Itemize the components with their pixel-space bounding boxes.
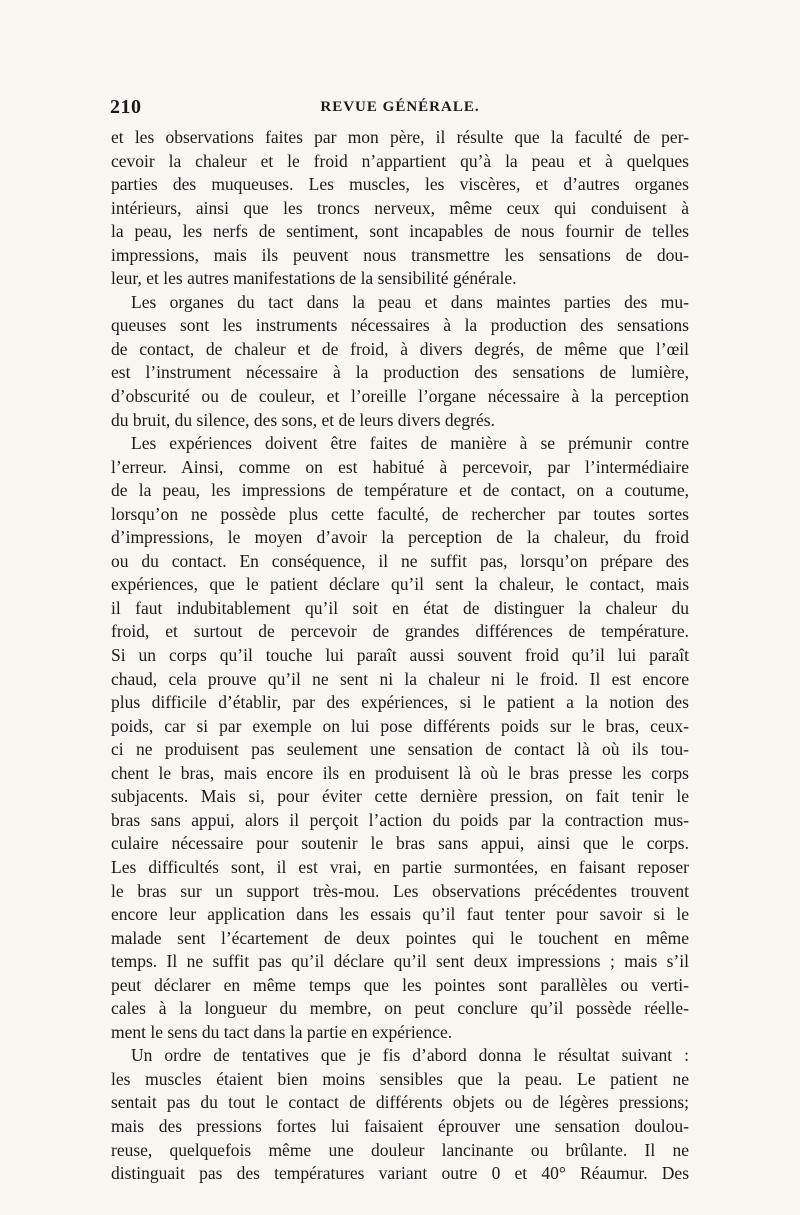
text-line: subjacents. Mais si, pour éviter cette dernière pression, on fait tenir le bbox=[111, 786, 689, 807]
text-line: queuses sont les instruments nécessaires à la production des sensations bbox=[111, 315, 689, 336]
text-line: reuse, quelquefois même une douleur lancinante ou brûlante. Il ne bbox=[111, 1139, 689, 1160]
text-line: il faut indubitablement qu’il soit en état de distinguer la chaleur du bbox=[111, 597, 689, 618]
text-line: d’impressions, le moyen d’avoir la perception de la chaleur, du froid bbox=[111, 527, 689, 548]
text-line: Les organes du tact dans la peau et dans maintes parties des mu- bbox=[131, 291, 689, 312]
text-line: et les observations faites par mon père, il résulte que la faculté de per- bbox=[111, 127, 689, 147]
text-line: chent le bras, mais encore ils en produisent là où le bras presse les corps bbox=[111, 762, 689, 783]
text-line: chaud, cela prouve qu’il ne sent ni la chaleur ni le froid. Il est encore bbox=[111, 668, 689, 689]
text-line: Un ordre de tentatives que je fis d’abord donna le résultat suivant : bbox=[131, 1045, 689, 1066]
text-line: ment le sens du tact dans la partie en expérience. bbox=[111, 1021, 453, 1042]
text-line: les muscles étaient bien moins sensibles que la peau. Le patient ne bbox=[111, 1068, 689, 1089]
text-line: Les difficultés sont, il est vrai, en partie surmontées, en faisant reposer bbox=[111, 856, 689, 877]
text-line: expériences, que le patient déclare qu’il sent la chaleur, le contact, mais bbox=[111, 574, 689, 595]
text-line: de la peau, les impressions de température et de contact, on a coutume, bbox=[111, 480, 689, 501]
text-line: parties des muqueuses. Les muscles, les viscères, et d’autres organes bbox=[111, 174, 689, 195]
running-head: REVUE GÉNÉRALE. bbox=[320, 99, 480, 115]
page-header bbox=[110, 96, 690, 120]
text-line: cales à la longueur du membre, on peut conclure qu’il possède réelle- bbox=[111, 998, 689, 1019]
text-line: plus difficile d’établir, par des expériences, si le patient a la notion des bbox=[111, 692, 689, 713]
text-line: le bras sur un support très-mou. Les observations précédentes trouvent bbox=[111, 880, 689, 901]
page-number: 210 bbox=[110, 96, 142, 118]
text-line: temps. Il ne suffit pas qu’il déclare qu’il sent deux impressions ; mais s’il bbox=[111, 951, 689, 972]
body-text bbox=[111, 126, 689, 1186]
text-line: lorsqu’on ne possède plus cette faculté, de rechercher par toutes sortes bbox=[111, 503, 689, 524]
text-line: l’erreur. Ainsi, comme on est habitué à percevoir, par l’intermédiaire bbox=[111, 456, 689, 477]
text-line: sentait pas du tout le contact de différents objets ou de légères pressions; bbox=[111, 1092, 689, 1113]
text-line: impressions, mais ils peuvent nous transmettre les sensations de dou- bbox=[111, 244, 689, 265]
text-line: du bruit, du silence, des sons, et de leurs divers degrés. bbox=[111, 409, 495, 430]
text-line: intérieurs, ainsi que les troncs nerveux, même ceux qui conduisent à bbox=[111, 197, 689, 218]
text-line: est l’instrument nécessaire à la production des sensations de lumière, bbox=[111, 362, 689, 383]
text-line: la peau, les nerfs de sentiment, sont incapables de nous fournir de telles bbox=[111, 221, 689, 242]
text-line: bras sans appui, alors il perçoit l’action du poids par la contraction mus- bbox=[111, 809, 689, 830]
text-line: ci ne produisent pas seulement une sensation de contact là où ils tou- bbox=[111, 739, 689, 760]
text-line: culaire nécessaire pour soutenir le bras sans appui, ainsi que le corps. bbox=[111, 833, 689, 854]
text-line: distinguait pas des températures variant outre 0 et 40° Réaumur. Des bbox=[111, 1163, 689, 1184]
text-line: peut déclarer en même temps que les pointes sont parallèles ou verti- bbox=[111, 974, 689, 995]
text-line: froid, et surtout de percevoir de grandes différences de température. bbox=[111, 621, 689, 642]
text-line: d’obscurité ou de couleur, et l’oreille l’organe nécessaire à la perception bbox=[111, 386, 689, 407]
text-line: ou du contact. En conséquence, il ne suffit pas, lorsqu’on prépare des bbox=[111, 550, 689, 571]
text-line: leur, et les autres manifestations de la sensibilité générale. bbox=[111, 268, 517, 289]
text-line: de contact, de chaleur et de froid, à divers degrés, de même que l’œil bbox=[111, 338, 689, 359]
text-line: cevoir la chaleur et le froid n’appartient qu’à la peau et à quelques bbox=[111, 150, 689, 171]
text-line: Les expériences doivent être faites de manière à se prémunir contre bbox=[131, 433, 689, 454]
text-line: malade sent l’écartement de deux pointes qui le touchent en même bbox=[111, 927, 689, 948]
text-line: poids, car si par exemple on lui pose différents poids sur le bras, ceux- bbox=[111, 715, 689, 736]
text-line: mais des pressions fortes lui faisaient éprouver une sensation doulou- bbox=[111, 1115, 689, 1136]
text-line: Si un corps qu’il touche lui paraît aussi souvent froid qu’il lui paraît bbox=[111, 645, 689, 666]
text-line: encore leur application dans les essais qu’il faut tenter pour savoir si le bbox=[111, 904, 689, 925]
